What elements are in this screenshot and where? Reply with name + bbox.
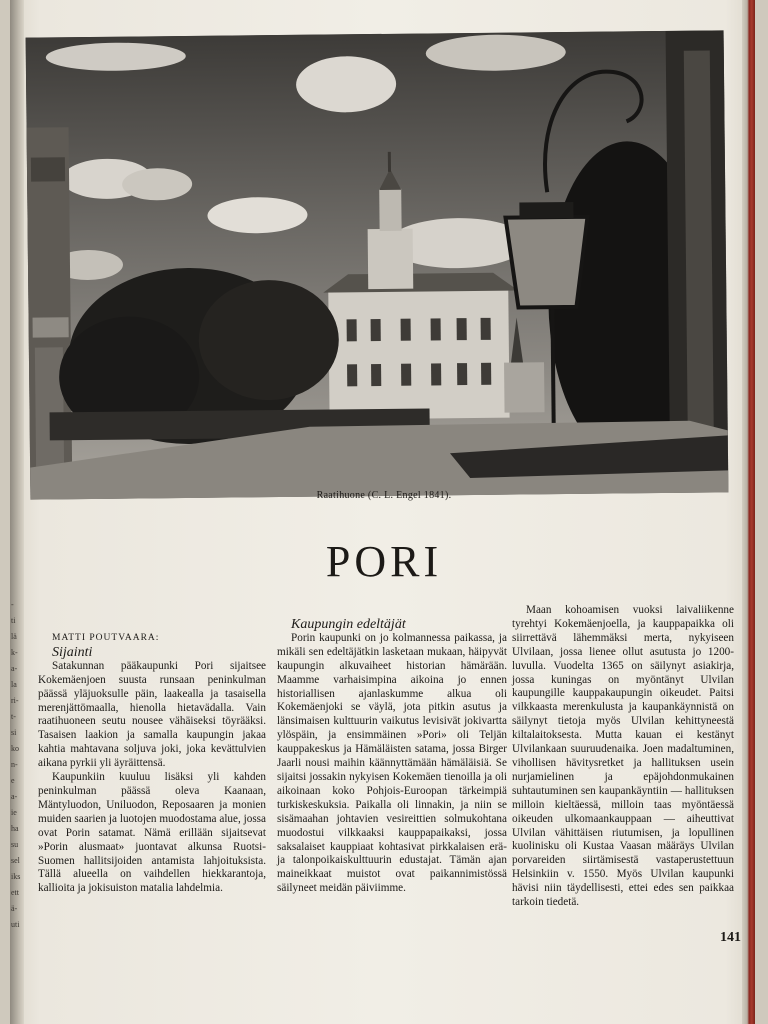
section-heading-sijainti: Sijainti <box>52 644 93 660</box>
margin-text-fragment: t- <box>11 712 16 721</box>
margin-text-fragment: e <box>11 776 15 785</box>
page-title: PORI <box>325 537 443 586</box>
column-middle <box>277 618 507 896</box>
margin-text-fragment: k- <box>11 648 18 657</box>
margin-text-fragment: ri- <box>11 696 19 705</box>
paragraph: Satakunnan pääkaupunki Pori sijaitsee Kokemäenjoen suusta runsaan peninkulman päässä yläjuoksulle päin, laakealla ja tasaisella merenjättömaalla, hienolla hietavädalla. Vain raatihuoneen seutu nousee vähäiseksi töyrääksi. Tasaisen laakion ja samalla kaupungin jakaa kahtia mahtavana soljuva joki, joka kevättulvien aikana pyrkii yli äyräittensä. <box>38 659 266 770</box>
margin-text-fragment: ett <box>11 888 19 897</box>
previous-page-edge <box>10 0 24 1024</box>
margin-text-fragment: iks <box>11 872 21 881</box>
margin-text-fragment: ko <box>11 744 19 753</box>
margin-text-fragment: n- <box>11 760 18 769</box>
margin-text-fragment: su <box>11 840 19 849</box>
margin-text-fragment: a- <box>11 664 18 673</box>
town-hall-photograph <box>26 30 729 499</box>
margin-text-fragment: si <box>11 728 17 737</box>
page-number: 141 <box>720 930 741 945</box>
margin-text-fragment: a- <box>11 792 18 801</box>
margin-text-fragment: la <box>11 680 17 689</box>
paragraph: Porin kaupunki on jo kolmannessa paikassa, ja mikäli sen edeltäjätkin lasketaan mukaan, häipyvät kaupungin alkuvaiheet historian hämärään. Maamme varhaisimpina aikoina jo ennen historiallisen ajanlaskumme alkua oli Kokemäenjoki se väylä, jota pitkin asutus ja länsimaisen kulttuurin vaikutus levisivät jokivartta ylöspäin, ja ensimmäinen »Pori» oli Teljän kauppakeskus ja Hämäläisten satama, jossa Birger Jaarli nousi maihin käännyttämään hämäläisiä. Se sijaitsi jossakin nykyisen Kokemäen tienoilla ja oli aikoinaan koko Pohjois-Euroopan tärkeimpiä turkiskeskuksia. Paikalla oli linnakin, ja niin se sisämaahan johtavien vesireittien solmukohtana muodostui vilkkaaksi kauppapaikaksi, jossa saksalaiset kauppiaat kohtasivat pirkkalaisen erä- ja talonpoikaiskulttuurin edustajat. Tämän ajan maineikkaat muistot ovat paikannimistössä säilyneet meidän päiviimme. <box>277 631 507 895</box>
book-cover-edge <box>742 0 755 1024</box>
paragraph: Maan kohoamisen vuoksi laivaliikenne tyrehtyi Kokemäenjoella, ja kauppapaikka oli siirrettävä lähemmäksi merta, nykyiseen Ulvilaan, jossa lienee ollut asutusta jo 1200-luvulla. Vuodelta 1365 on säilynyt asiakirja, jossa kuningas on myöntänyt Ulvilan kaupungille kauppakaupungin oikeudet. Paitsi vilkkaasta merenkulusta ja kaupankäynnistä on säilynyt tietoja myös Ulvilan kehittyneestä kiltalaitoksesta. Mutta kauan ei kestänyt Ulvilankaan suuruudenaika. Joen madaltuminen, vihollisen hävitysretket ja hallituksen usein nurjamielinen ja epäjohdonmukainen suhtautuminen sen kaupankäyntiin — hallituksen milloin kieltäessä, milloin taas myöntäessä oikeuden ulkomaankauppaan — aiheuttivat Ulvilan vähittäisen riutumisen, ja lopullinen kuolinisku oli Kustaa Vaasan määräys Ulvilan porvareiden siirtämisestä vastaperustettuun Helsinkiin v. 1550. Myös Ulvilan kaupunki hävisi niin täydellisesti, ettei edes sen paikkaa tarkoin tiedetä. <box>512 604 734 909</box>
margin-text-fragment: ti <box>11 616 16 625</box>
margin-text-fragment: ä- <box>11 904 18 913</box>
section-heading-edeltajat: Kaupungin edeltäjät <box>291 617 406 632</box>
column-left <box>38 632 266 896</box>
photograph-town-hall-icon <box>26 30 729 499</box>
margin-text-fragment: ie <box>11 808 17 817</box>
margin-text-fragment: ha <box>11 824 19 833</box>
margin-text-fragment: uti <box>11 920 20 929</box>
photo-caption: Raatihuone (C. L. Engel 1841). <box>316 490 452 501</box>
paragraph: Kaupunkiin kuuluu lisäksi yli kahden peninkulman päässä oleva Kaanaan, Mäntyluodon, Uniluodon, Reposaaren ja monien muiden saarien ja luotojen muodostama alue, jossa ovat Porin satamat. Nämä erillään sijaitsevat »Porin alusmaat» juontavat alkunsa Ruotsi-Suomen hallitsijoiden antamista lahjoituksista. Tällä alueella on vaihdellen hiekkarantoja, kallioita ja jokisuiston matalia lahdelmia. <box>38 771 266 895</box>
margin-text-fragment: - <box>11 600 14 609</box>
column-right <box>512 604 734 910</box>
margin-text-fragment: lä <box>11 632 17 641</box>
author-name: MATTI POUTVAARA: <box>52 633 160 643</box>
margin-text-fragment: sel <box>11 856 20 865</box>
